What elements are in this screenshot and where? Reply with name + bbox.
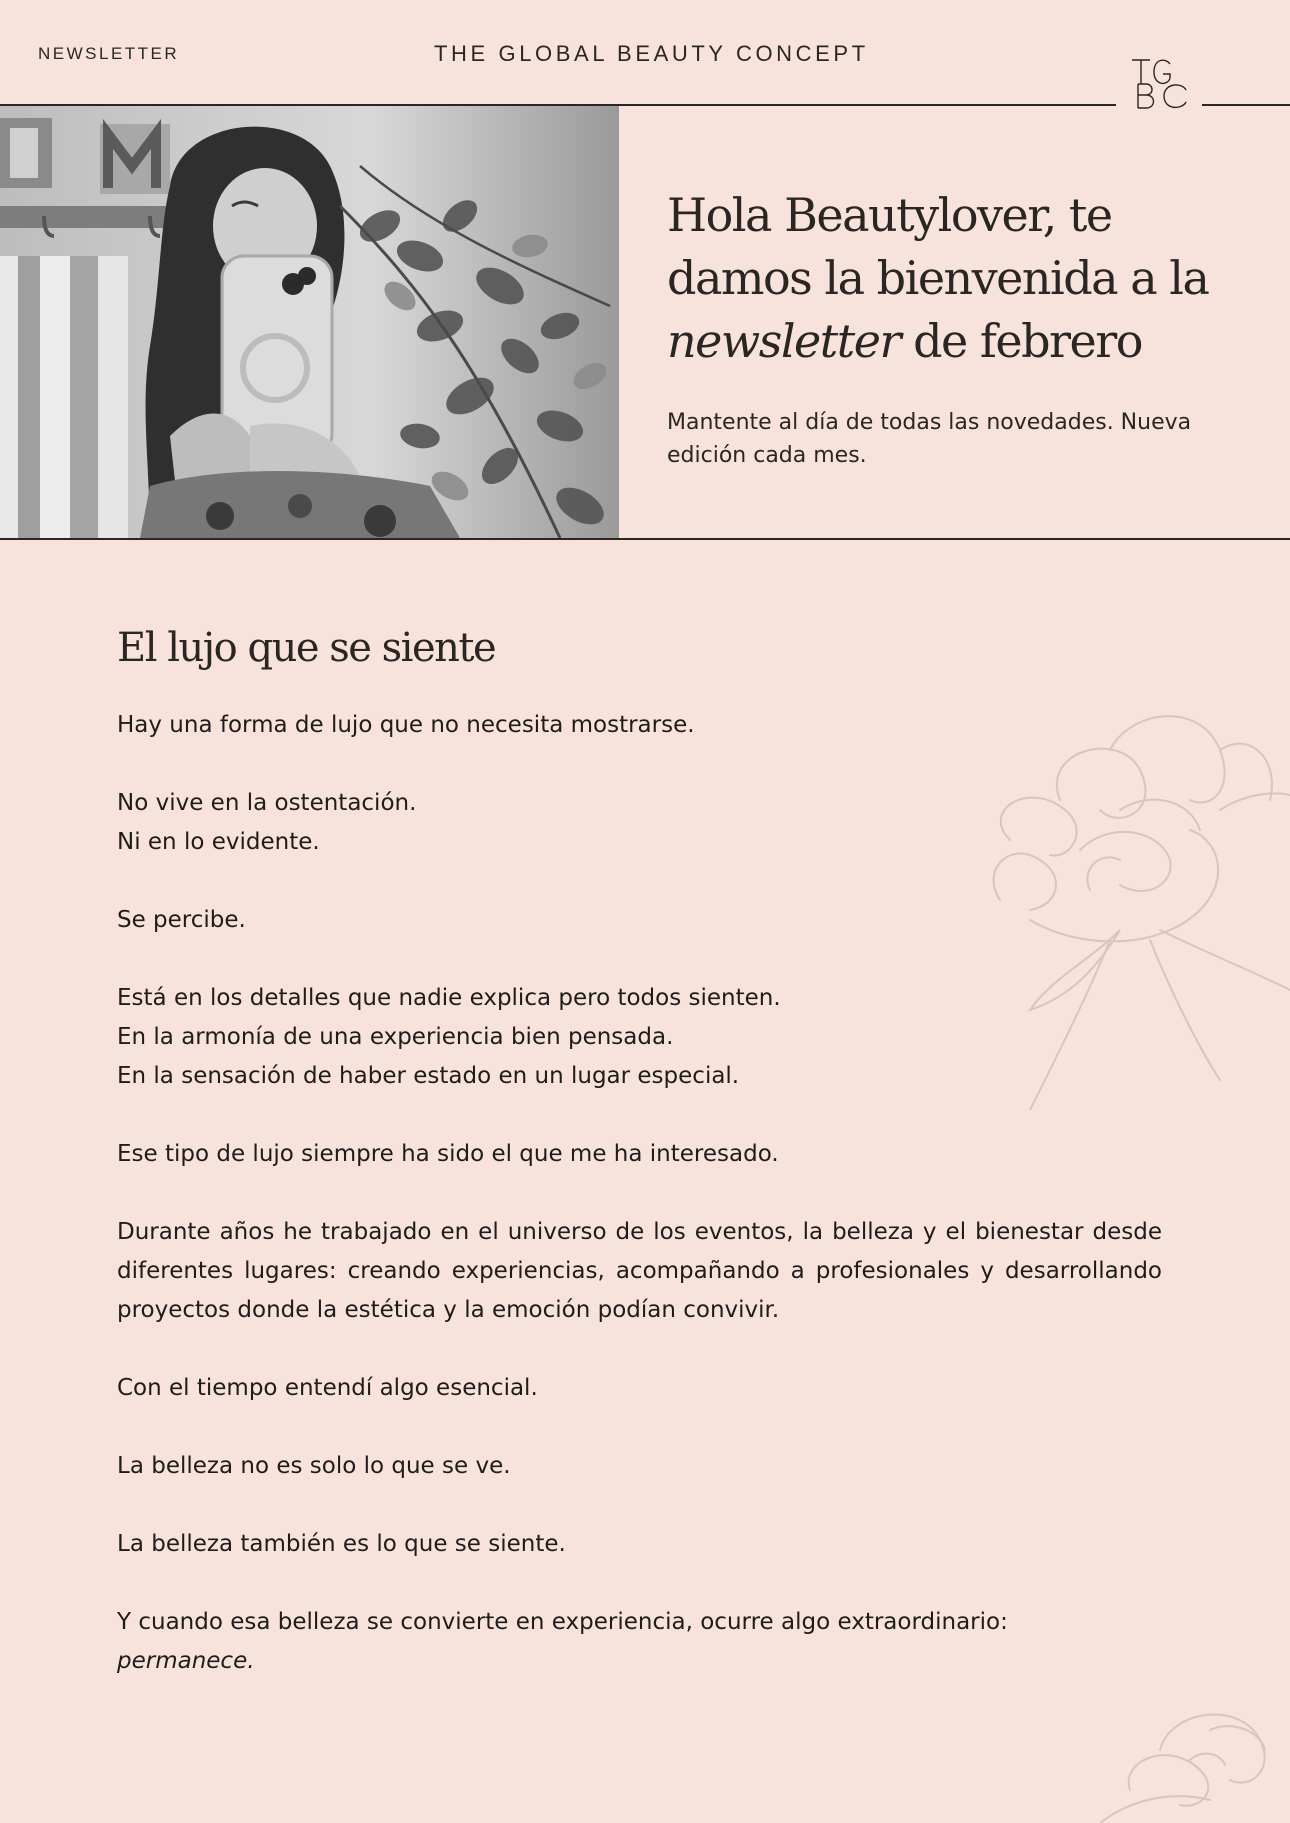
paragraph-line: Con el tiempo entendí algo esencial. xyxy=(117,1375,538,1401)
hero-title xyxy=(667,184,1227,373)
paragraph-line: En la armonía de una experiencia bien pensada. xyxy=(117,1024,674,1050)
closing-italic: permanece. xyxy=(117,1648,255,1674)
hero-title-italic: newsletter xyxy=(667,314,900,368)
hero-divider xyxy=(0,538,1290,540)
closing-paragraph xyxy=(117,1603,1162,1681)
paragraph xyxy=(117,901,1162,940)
header xyxy=(0,0,1290,106)
article xyxy=(117,620,1162,1720)
paragraph-line: Se percibe. xyxy=(117,907,246,933)
closing-line: Y cuando esa belleza se convierte en experiencia, ocurre algo extraordinario: xyxy=(117,1609,1008,1635)
paragraph xyxy=(117,784,1162,862)
paragraph xyxy=(117,1369,1162,1408)
paragraph-line: Hay una forma de lujo que no necesita mostrarse. xyxy=(117,712,695,738)
peony-line-art-icon xyxy=(1100,1690,1290,1823)
paragraph-line: Ese tipo de lujo siempre ha sido el que me ha interesado. xyxy=(117,1141,779,1167)
paragraph xyxy=(117,1447,1162,1486)
paragraph-line: En la sensación de haber estado en un lugar especial. xyxy=(117,1063,740,1089)
paragraph xyxy=(117,979,1162,1096)
paragraph xyxy=(117,1525,1162,1564)
paragraph xyxy=(117,1213,1162,1330)
hero-section xyxy=(0,106,1290,538)
hero-subtitle: Mantente al día de todas las novedades. Nueva edición cada mes. xyxy=(667,410,1192,468)
article-title: El lujo que se siente xyxy=(117,625,496,671)
paragraph-line: Está en los detalles que nadie explica pero todos sienten. xyxy=(117,985,781,1011)
paragraph xyxy=(117,1135,1162,1174)
paragraph-line: Ni en lo evidente. xyxy=(117,829,320,855)
paragraph-line: No vive en la ostentación. xyxy=(117,790,417,816)
newsletter-label: NEWSLETTER xyxy=(38,44,180,63)
tgbc-monogram-icon xyxy=(1128,50,1192,114)
brand-name: THE GLOBAL BEAUTY CONCEPT xyxy=(434,41,869,66)
paragraph-line: La belleza no es solo lo que se ve. xyxy=(117,1453,511,1479)
paragraph-line: Durante años he trabajado en el universo de los eventos, la belleza y el bienestar desde diferentes lugares: creando experiencias, acompañando a profesionales y desarrollando proyectos donde la estética y la emoción podían convivir. xyxy=(117,1219,1162,1323)
hero-title-text-1: Hola Beautylover, te damos la bienvenida a la xyxy=(667,188,1209,305)
paragraph-line: La belleza también es lo que se siente. xyxy=(117,1531,566,1557)
paragraph xyxy=(117,706,1162,745)
hero-photo xyxy=(0,106,619,538)
hero-title-text-2: de febrero xyxy=(899,314,1142,368)
